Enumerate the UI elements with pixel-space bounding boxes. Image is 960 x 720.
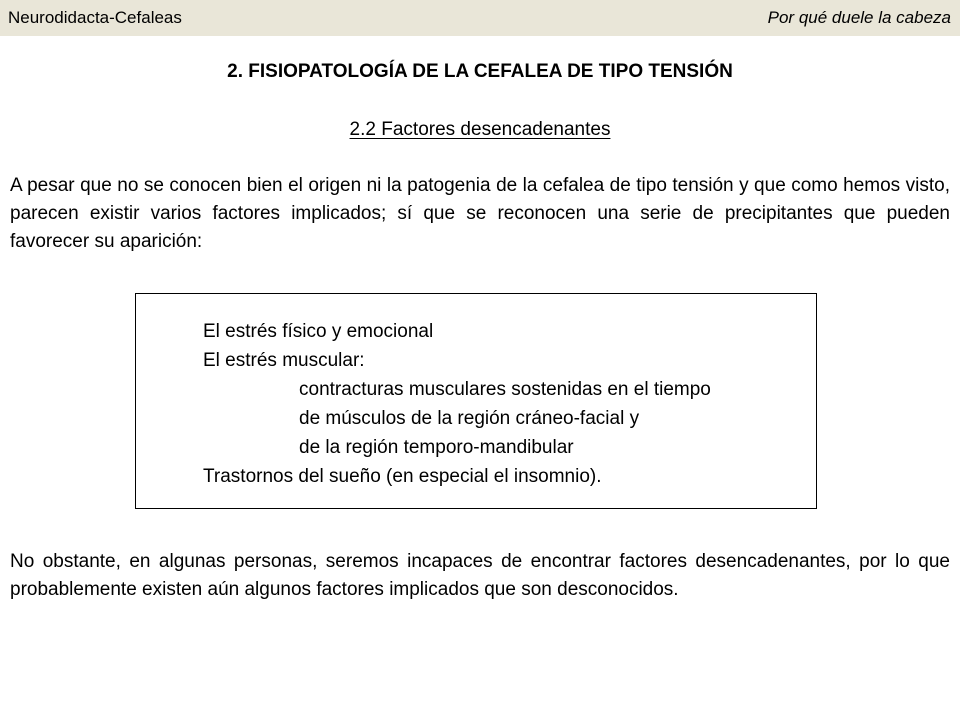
- intro-paragraph: A pesar que no se conocen bien el origen ni la patogenia de la cefalea de tipo tensión y que como hemos visto, parecen existir varios factores implicados; sí que se reconocen una serie de precipitantes que pueden favorecer su aparición:: [10, 175, 950, 252]
- factor-item-physical-stress: El estrés físico y emocional: [203, 321, 434, 342]
- factor-item-muscular-stress: El estrés muscular:: [203, 350, 365, 371]
- header-course-title: Neurodidacta-Cefaleas: [8, 8, 182, 27]
- section-subtitle: 2.2 Factores desencadenantes: [349, 119, 611, 140]
- factor-subitem-temporomandibular: de la región temporo-mandibular: [299, 437, 574, 458]
- header-bar: [0, 0, 960, 36]
- closing-paragraph: No obstante, en algunas personas, seremos incapaces de encontrar factores desencadenantes, por lo que probablemente existen aún algunos factores implicados que son desconocidos.: [10, 551, 950, 600]
- factors-list: [203, 317, 711, 491]
- factor-item-sleep-disorders: Trastornos del sueño (en especial el insomnio).: [203, 466, 602, 487]
- header-section-title: Por qué duele la cabeza: [767, 8, 951, 27]
- subtitle-container: [0, 118, 960, 142]
- page-title: 2. FISIOPATOLOGÍA DE LA CEFALEA DE TIPO TENSIÓN: [227, 61, 733, 82]
- factor-subitem-contractures: contracturas musculares sostenidas en el tiempo: [299, 379, 711, 400]
- factor-subitem-craniofacial: de músculos de la región cráneo-facial y: [299, 408, 640, 429]
- factors-box: [135, 293, 817, 509]
